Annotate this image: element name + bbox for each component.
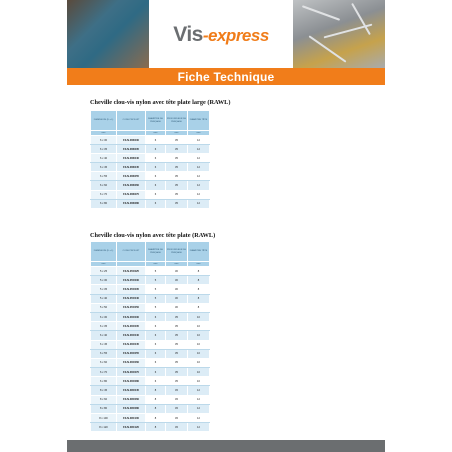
- table-row: [91, 136, 210, 145]
- table-row: [91, 294, 210, 303]
- logo-main-text: Vis: [173, 22, 203, 46]
- table-cell: 12: [188, 414, 210, 423]
- table-cell: 6: [146, 154, 166, 163]
- table-cell: 6: [146, 340, 166, 349]
- table-cell: 6 x 70: [91, 190, 117, 199]
- table-cell: 12: [188, 136, 210, 145]
- table2-header-cell: DIMENSION (D x L): [91, 242, 117, 262]
- table-cell: 12: [188, 386, 210, 395]
- table-cell: 35: [166, 181, 188, 190]
- table-cell: 35: [166, 163, 188, 172]
- table-cell: 35: [166, 368, 188, 377]
- table-cell: 8 x 100: [91, 414, 117, 423]
- table-cell: 5 x 40: [91, 294, 117, 303]
- table-cell: 8: [146, 395, 166, 404]
- product-code-cell: FX-N-06C045: [117, 340, 146, 349]
- table-cell: 35: [166, 136, 188, 145]
- table2-unit-cell: mm: [91, 262, 117, 267]
- table1-header-row: [91, 111, 210, 131]
- header-photo-screws: [293, 0, 385, 68]
- table-cell: 35: [166, 322, 188, 331]
- product-code-cell: FX-N-05C040: [117, 294, 146, 303]
- table-cell: 6: [146, 322, 166, 331]
- table-row: [91, 322, 210, 331]
- logo-accent-text: -express: [202, 25, 269, 45]
- product-code-cell: FX-N-06K055: [117, 172, 146, 181]
- product-code-cell: FX-N-08C100: [117, 414, 146, 423]
- table-cell: 12: [188, 395, 210, 404]
- table-cell: 5: [146, 276, 166, 285]
- table2-header-cell: CODE PRODUIT: [117, 242, 146, 262]
- table-cell: 35: [166, 340, 188, 349]
- table-cell: 5 x 30: [91, 276, 117, 285]
- table-cell: 8: [188, 276, 210, 285]
- table1-title: Cheville clou-vis nylon avec tête plate large (RAWL): [90, 99, 231, 106]
- table1-unit-cell: mm: [166, 131, 188, 136]
- table-cell: 8: [188, 267, 210, 276]
- table-row: [91, 181, 210, 190]
- table-cell: 35: [166, 358, 188, 367]
- table-cell: 12: [188, 199, 210, 208]
- table-cell: 10: [188, 312, 210, 321]
- table-cell: 6: [146, 172, 166, 181]
- table-cell: 45: [166, 386, 188, 395]
- product-code-cell: FX-N-06C030: [117, 312, 146, 321]
- table-cell: 30: [166, 303, 188, 312]
- product-code-cell: FX-N-06C080: [117, 377, 146, 386]
- table-row: [91, 368, 210, 377]
- table1-header-cell: PROFONDEUR DE PERÇAGE: [166, 111, 188, 131]
- product-code-cell: FX-N-05C050: [117, 303, 146, 312]
- table-row: [91, 423, 210, 432]
- table-cell: 35: [166, 377, 188, 386]
- table-cell: 6: [146, 199, 166, 208]
- product-code-cell: FX-N-05C030: [117, 276, 146, 285]
- table-cell: 12: [188, 404, 210, 413]
- table-cell: 12: [188, 145, 210, 154]
- table-cell: 35: [166, 154, 188, 163]
- banner-title: Fiche Technique: [177, 69, 275, 84]
- logo-box: [149, 0, 293, 68]
- table2-header-row: [91, 242, 210, 262]
- table-row: [91, 303, 210, 312]
- table1-header-cell: DIAMÈTRE DE PERÇAGE: [146, 111, 166, 131]
- table-cell: 8: [188, 285, 210, 294]
- table2-unit-cell: mm: [146, 262, 166, 267]
- table-row: [91, 267, 210, 276]
- table2-header-cell: DIAMÈTRE DE PERÇAGE: [146, 242, 166, 262]
- table1-unit-cell: mm: [146, 131, 166, 136]
- table-cell: 6 x 40: [91, 331, 117, 340]
- table2-header-cell: DIAMÈTRE TÊTE: [188, 242, 210, 262]
- table-cell: 10: [188, 368, 210, 377]
- table-cell: 10: [188, 377, 210, 386]
- table1-header-cell: DIMENSION (D x L): [91, 111, 117, 131]
- table-cell: 6: [146, 368, 166, 377]
- page-header: [67, 0, 385, 68]
- table-cell: 6 x 55: [91, 349, 117, 358]
- table-cell: 45: [166, 423, 188, 432]
- table-cell: 8 x 60: [91, 395, 117, 404]
- table-row: [91, 163, 210, 172]
- table-cell: 6 x 55: [91, 172, 117, 181]
- table-cell: 12: [188, 163, 210, 172]
- table-cell: 6 x 30: [91, 136, 117, 145]
- table2: [90, 241, 210, 432]
- title-banner: [67, 68, 385, 85]
- table-cell: 35: [166, 199, 188, 208]
- product-code-cell: FX-N-06K035: [117, 145, 146, 154]
- table-cell: 6 x 40: [91, 154, 117, 163]
- table-cell: 6 x 80: [91, 377, 117, 386]
- product-code-cell: FX-N-06K030: [117, 136, 146, 145]
- table-cell: 6 x 60: [91, 181, 117, 190]
- table-cell: 10: [188, 322, 210, 331]
- product-code-cell: FX-N-08C120: [117, 423, 146, 432]
- product-code-cell: FX-N-05C025: [117, 267, 146, 276]
- table-cell: 8 x 120: [91, 423, 117, 432]
- table-cell: 45: [166, 414, 188, 423]
- table1: [90, 110, 210, 209]
- table-cell: 8 x 80: [91, 404, 117, 413]
- table-cell: 8: [188, 303, 210, 312]
- table1-unit-cell: mm: [91, 131, 117, 136]
- table-row: [91, 285, 210, 294]
- table-row: [91, 199, 210, 208]
- table-cell: 12: [188, 181, 210, 190]
- table-cell: 30: [166, 294, 188, 303]
- product-code-cell: FX-N-08C080: [117, 404, 146, 413]
- product-code-cell: FX-N-05C035: [117, 285, 146, 294]
- table-row: [91, 172, 210, 181]
- table-cell: 35: [166, 145, 188, 154]
- table-cell: 6 x 35: [91, 322, 117, 331]
- table-cell: 35: [166, 312, 188, 321]
- table-row: [91, 276, 210, 285]
- table-cell: 6: [146, 358, 166, 367]
- product-code-cell: FX-N-08C060: [117, 395, 146, 404]
- table-cell: 30: [166, 285, 188, 294]
- table1-unit-cell: mm: [188, 131, 210, 136]
- table-cell: 8: [188, 294, 210, 303]
- table-cell: 8: [146, 423, 166, 432]
- table-cell: 5 x 25: [91, 267, 117, 276]
- table-cell: 5 x 50: [91, 303, 117, 312]
- table-row: [91, 349, 210, 358]
- table-cell: 6 x 35: [91, 145, 117, 154]
- product-code-cell: FX-N-06K040: [117, 154, 146, 163]
- table-cell: 5 x 35: [91, 285, 117, 294]
- page-footer: [67, 440, 385, 452]
- table-cell: 8: [146, 404, 166, 413]
- table-cell: 35: [166, 190, 188, 199]
- table-cell: 6 x 70: [91, 368, 117, 377]
- table-cell: 5: [146, 267, 166, 276]
- table-cell: 6 x 80: [91, 199, 117, 208]
- table-row: [91, 377, 210, 386]
- product-code-cell: FX-N-06C055: [117, 349, 146, 358]
- product-code-cell: FX-N-06K080: [117, 199, 146, 208]
- header-photo-tools: [67, 0, 149, 68]
- product-code-cell: FX-N-06C040: [117, 331, 146, 340]
- table-cell: 12: [188, 154, 210, 163]
- table-row: [91, 395, 210, 404]
- table-row: [91, 404, 210, 413]
- table-cell: 8 x 45: [91, 386, 117, 395]
- product-code-cell: FX-N-06K045: [117, 163, 146, 172]
- table-cell: 6: [146, 377, 166, 386]
- table-cell: 8: [146, 414, 166, 423]
- table-cell: 6: [146, 145, 166, 154]
- table-cell: 5: [146, 285, 166, 294]
- table2-unit-cell: mm: [166, 262, 188, 267]
- product-code-cell: FX-N-06C060: [117, 358, 146, 367]
- table-cell: 35: [166, 172, 188, 181]
- table-row: [91, 358, 210, 367]
- table2-title: Cheville clou-vis nylon avec tête plate (RAWL): [90, 232, 216, 239]
- table-cell: 10: [188, 331, 210, 340]
- table-cell: 8: [146, 386, 166, 395]
- table-cell: 6: [146, 331, 166, 340]
- table-cell: 6 x 45: [91, 340, 117, 349]
- table-cell: 6: [146, 181, 166, 190]
- product-code-cell: FX-N-06K060: [117, 181, 146, 190]
- table-cell: 10: [188, 340, 210, 349]
- brand-logo: [173, 24, 269, 45]
- product-code-cell: FX-N-08C045: [117, 386, 146, 395]
- table2-header-cell: PROFONDEUR DE PERÇAGE: [166, 242, 188, 262]
- table-cell: 10: [188, 349, 210, 358]
- table-cell: 6: [146, 163, 166, 172]
- table-cell: 10: [188, 358, 210, 367]
- table-cell: 45: [166, 395, 188, 404]
- table-row: [91, 414, 210, 423]
- table-row: [91, 331, 210, 340]
- table-cell: 12: [188, 172, 210, 181]
- table-cell: 12: [188, 190, 210, 199]
- table-cell: 6: [146, 190, 166, 199]
- table-row: [91, 312, 210, 321]
- product-code-cell: FX-N-06C070: [117, 368, 146, 377]
- table-cell: 5: [146, 294, 166, 303]
- table-cell: 30: [166, 276, 188, 285]
- table-row: [91, 386, 210, 395]
- table-row: [91, 190, 210, 199]
- table-cell: 12: [188, 423, 210, 432]
- table-cell: 6 x 60: [91, 358, 117, 367]
- product-code-cell: FX-N-06C035: [117, 322, 146, 331]
- table-cell: 6 x 30: [91, 312, 117, 321]
- table-cell: 6 x 45: [91, 163, 117, 172]
- table1-header-cell: CODE PRODUIT: [117, 111, 146, 131]
- table-cell: 6: [146, 349, 166, 358]
- table2-unit-cell: mm: [188, 262, 210, 267]
- product-code-cell: FX-N-06K070: [117, 190, 146, 199]
- table2-body: [91, 267, 210, 432]
- table-cell: 35: [166, 349, 188, 358]
- table-row: [91, 145, 210, 154]
- table1-header-cell: DIAMÈTRE TÊTE: [188, 111, 210, 131]
- table-cell: 30: [166, 267, 188, 276]
- table-row: [91, 154, 210, 163]
- table-cell: 6: [146, 312, 166, 321]
- table-cell: 6: [146, 136, 166, 145]
- table-cell: 35: [166, 331, 188, 340]
- table-cell: 45: [166, 404, 188, 413]
- table1-body: [91, 136, 210, 209]
- table-cell: 5: [146, 303, 166, 312]
- table-row: [91, 340, 210, 349]
